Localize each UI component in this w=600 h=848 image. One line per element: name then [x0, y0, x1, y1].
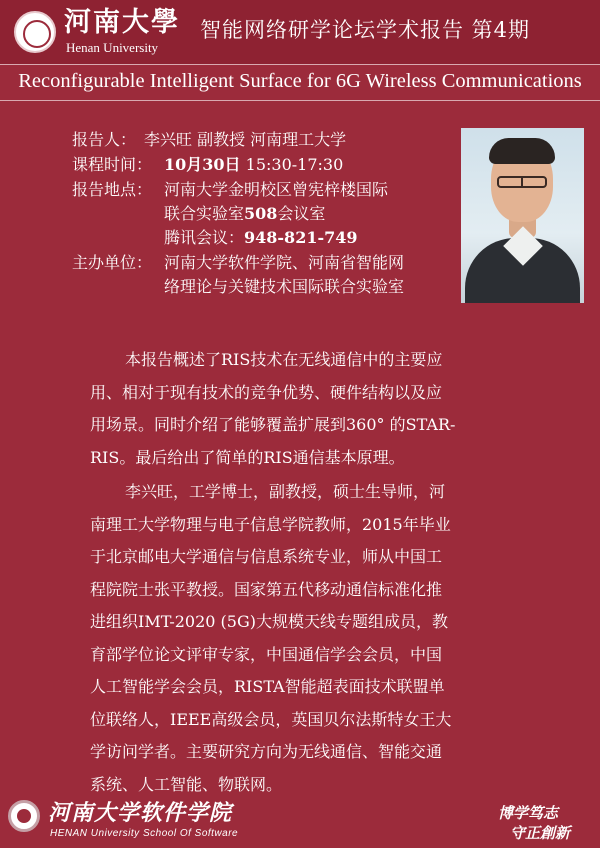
time-date: 10月30日	[164, 155, 241, 174]
speaker-row	[72, 128, 462, 152]
place-label: 报告地点：	[72, 180, 153, 199]
speaker-label: 报告人：	[72, 130, 137, 149]
school-logo-icon	[8, 800, 40, 832]
header-divider	[0, 64, 600, 65]
series-title: 智能网络研学论坛学术报告 第4期	[200, 18, 531, 42]
school-name-cn: 河南大学软件学院	[48, 800, 233, 826]
tencent-meeting-id: 948-821-749	[244, 228, 358, 247]
host-line-1: 河南大学软件学院、河南省智能网	[164, 253, 405, 272]
title-divider	[0, 100, 600, 101]
talk-info	[72, 128, 462, 300]
university-logo-cn: 河南大學	[64, 7, 180, 38]
place-row	[72, 178, 462, 250]
talk-title: Reconfigurable Intelligent Surface for 6G Wireless Communications	[18, 70, 582, 92]
time-hours: 15:30-17:30	[240, 155, 344, 174]
host-row	[72, 251, 462, 299]
speaker-value: 李兴旺 副教授 河南理工大学	[144, 130, 347, 149]
motto-line-1: 博学笃志	[498, 804, 559, 822]
place-line-2: 联合实验室508会议室	[164, 204, 326, 223]
host-line-2: 络理论与关键技术国际联合实验室	[164, 277, 405, 296]
motto-line-2: 守正創新	[510, 824, 571, 842]
speaker-photo	[461, 128, 584, 303]
time-row	[72, 153, 462, 177]
school-name-en: HENAN University School Of Software	[50, 828, 239, 839]
host-label: 主办单位：	[72, 253, 153, 272]
abstract-paragraph: 本报告概述了RIS技术在无线通信中的主要应 用、相对于现有技术的竞争优势、硬件结构以及应 用场景。同时介绍了能够覆盖扩展到360° 的STAR- RIS。最后给出了简单的RIS通信基本原理。	[90, 350, 456, 467]
header-banner	[0, 0, 600, 64]
time-label: 课程时间：	[72, 155, 153, 174]
place-line-1: 河南大学金明校区曾宪梓楼国际	[164, 180, 389, 199]
university-logo-en: Henan University	[66, 40, 159, 55]
bio-paragraph: 李兴旺，工学博士，副教授，硕士生导师，河 南理工大学物理与电子信息学院教师，2015年毕业 于北京邮电大学通信与信息系统专业，师从中国工 程院院士张平教授。国家第五代移动通信标准化推 进组织IMT-2020 (5G)大规模天线专题组成员，教 育部学位论文评审专家，中国通信学会会员，中国 人工智能学会会员，RISTA智能超表面技术联盟单 位联络人，IEEE高级会员，英国贝尔法斯特女王大 学访问学者。主要研究方向为无线通信、智能交通 系统、人工智能、物联网。	[90, 482, 452, 794]
tencent-meeting: 腾讯会议：948-821-749	[164, 228, 358, 247]
university-seal-icon	[14, 11, 56, 53]
